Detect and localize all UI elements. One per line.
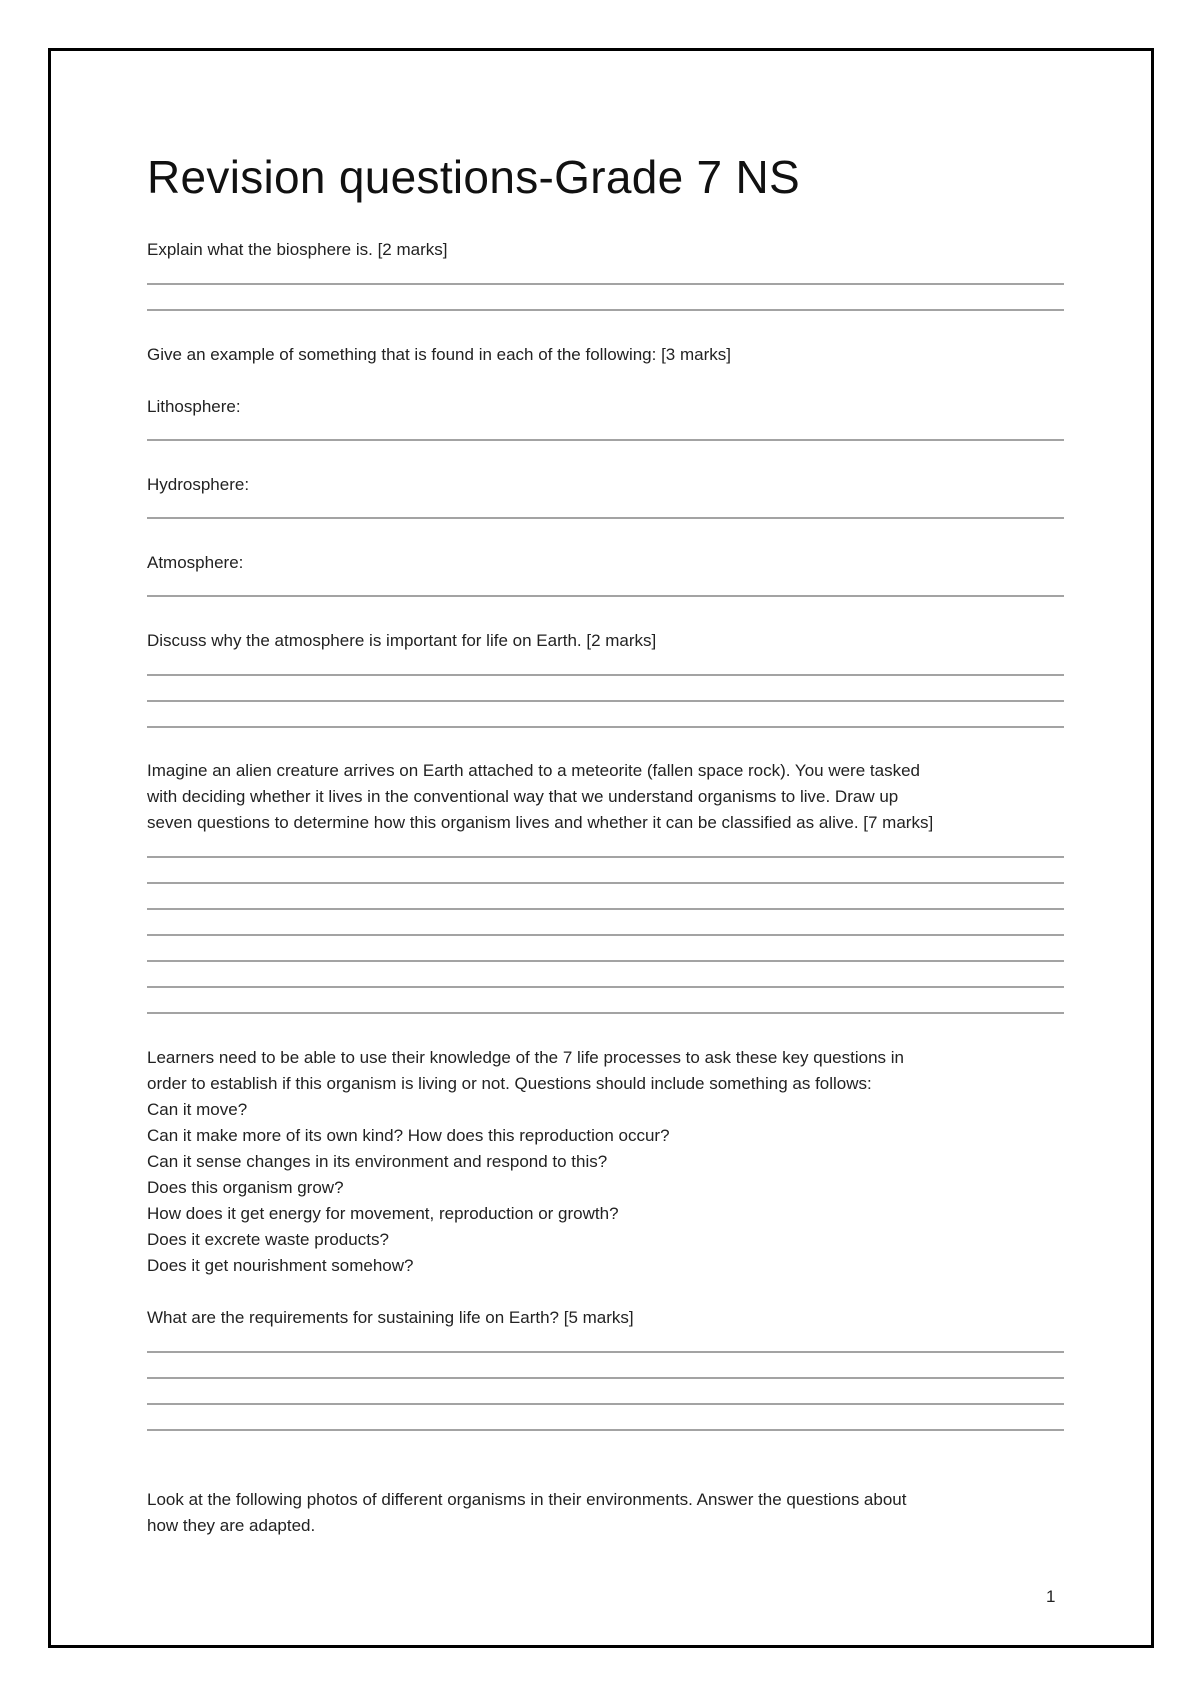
- answer-line[interactable]: [147, 517, 1064, 519]
- page-title: Revision questions-Grade 7 NS: [147, 151, 801, 203]
- question-spheres: Give an example of something that is found in each of the following: [3 marks]: [147, 345, 731, 364]
- answer-line[interactable]: [147, 674, 1064, 676]
- answer-line[interactable]: [147, 934, 1064, 936]
- label-lithosphere: Lithosphere:: [147, 397, 241, 416]
- answer-line[interactable]: [147, 856, 1064, 858]
- memo-line: Can it sense changes in its environment and respond to this?: [147, 1152, 608, 1171]
- question-photos-line-1: Look at the following photos of different organisms in their environments. Answer the questions about: [147, 1490, 907, 1509]
- memo-line: Does this organism grow?: [147, 1178, 344, 1197]
- page-border: [48, 48, 1154, 1648]
- memo-line: Does it excrete waste products?: [147, 1230, 389, 1249]
- label-hydrosphere: Hydrosphere:: [147, 475, 250, 494]
- question-alien-line-3: seven questions to determine how this organism lives and whether it can be classified as alive. [7 marks]: [147, 813, 934, 832]
- memo-line: Learners need to be able to use their knowledge of the 7 life processes to ask these key questions in: [147, 1048, 904, 1067]
- page-number: 1: [1046, 1587, 1056, 1606]
- answer-line[interactable]: [147, 283, 1064, 285]
- answer-line[interactable]: [147, 960, 1064, 962]
- answer-line[interactable]: [147, 1429, 1064, 1431]
- question-atmosphere-importance: Discuss why the atmosphere is important for life on Earth. [2 marks]: [147, 631, 657, 650]
- question-photos-line-2: how they are adapted.: [147, 1516, 316, 1535]
- question-requirements: What are the requirements for sustaining life on Earth? [5 marks]: [147, 1308, 634, 1327]
- label-atmosphere: Atmosphere:: [147, 553, 244, 572]
- answer-line[interactable]: [147, 882, 1064, 884]
- answer-line[interactable]: [147, 908, 1064, 910]
- answer-line[interactable]: [147, 439, 1064, 441]
- answer-line[interactable]: [147, 726, 1064, 728]
- answer-line[interactable]: [147, 1012, 1064, 1014]
- question-alien-line-2: with deciding whether it lives in the conventional way that we understand organisms to live. Draw up: [147, 787, 899, 806]
- question-biosphere: Explain what the biosphere is. [2 marks]: [147, 240, 448, 259]
- memo-line: Can it make more of its own kind? How does this reproduction occur?: [147, 1126, 670, 1145]
- answer-line[interactable]: [147, 1377, 1064, 1379]
- answer-line[interactable]: [147, 1403, 1064, 1405]
- memo-line: order to establish if this organism is living or not. Questions should include something as follows:: [147, 1074, 872, 1093]
- answer-line[interactable]: [147, 700, 1064, 702]
- memo-line: Can it move?: [147, 1100, 248, 1119]
- memo-line: How does it get energy for movement, reproduction or growth?: [147, 1204, 619, 1223]
- answer-line[interactable]: [147, 986, 1064, 988]
- answer-line[interactable]: [147, 1351, 1064, 1353]
- answer-line[interactable]: [147, 309, 1064, 311]
- question-alien-line-1: Imagine an alien creature arrives on Earth attached to a meteorite (fallen space rock). You were tasked: [147, 761, 920, 780]
- memo-line: Does it get nourishment somehow?: [147, 1256, 414, 1275]
- answer-line[interactable]: [147, 595, 1064, 597]
